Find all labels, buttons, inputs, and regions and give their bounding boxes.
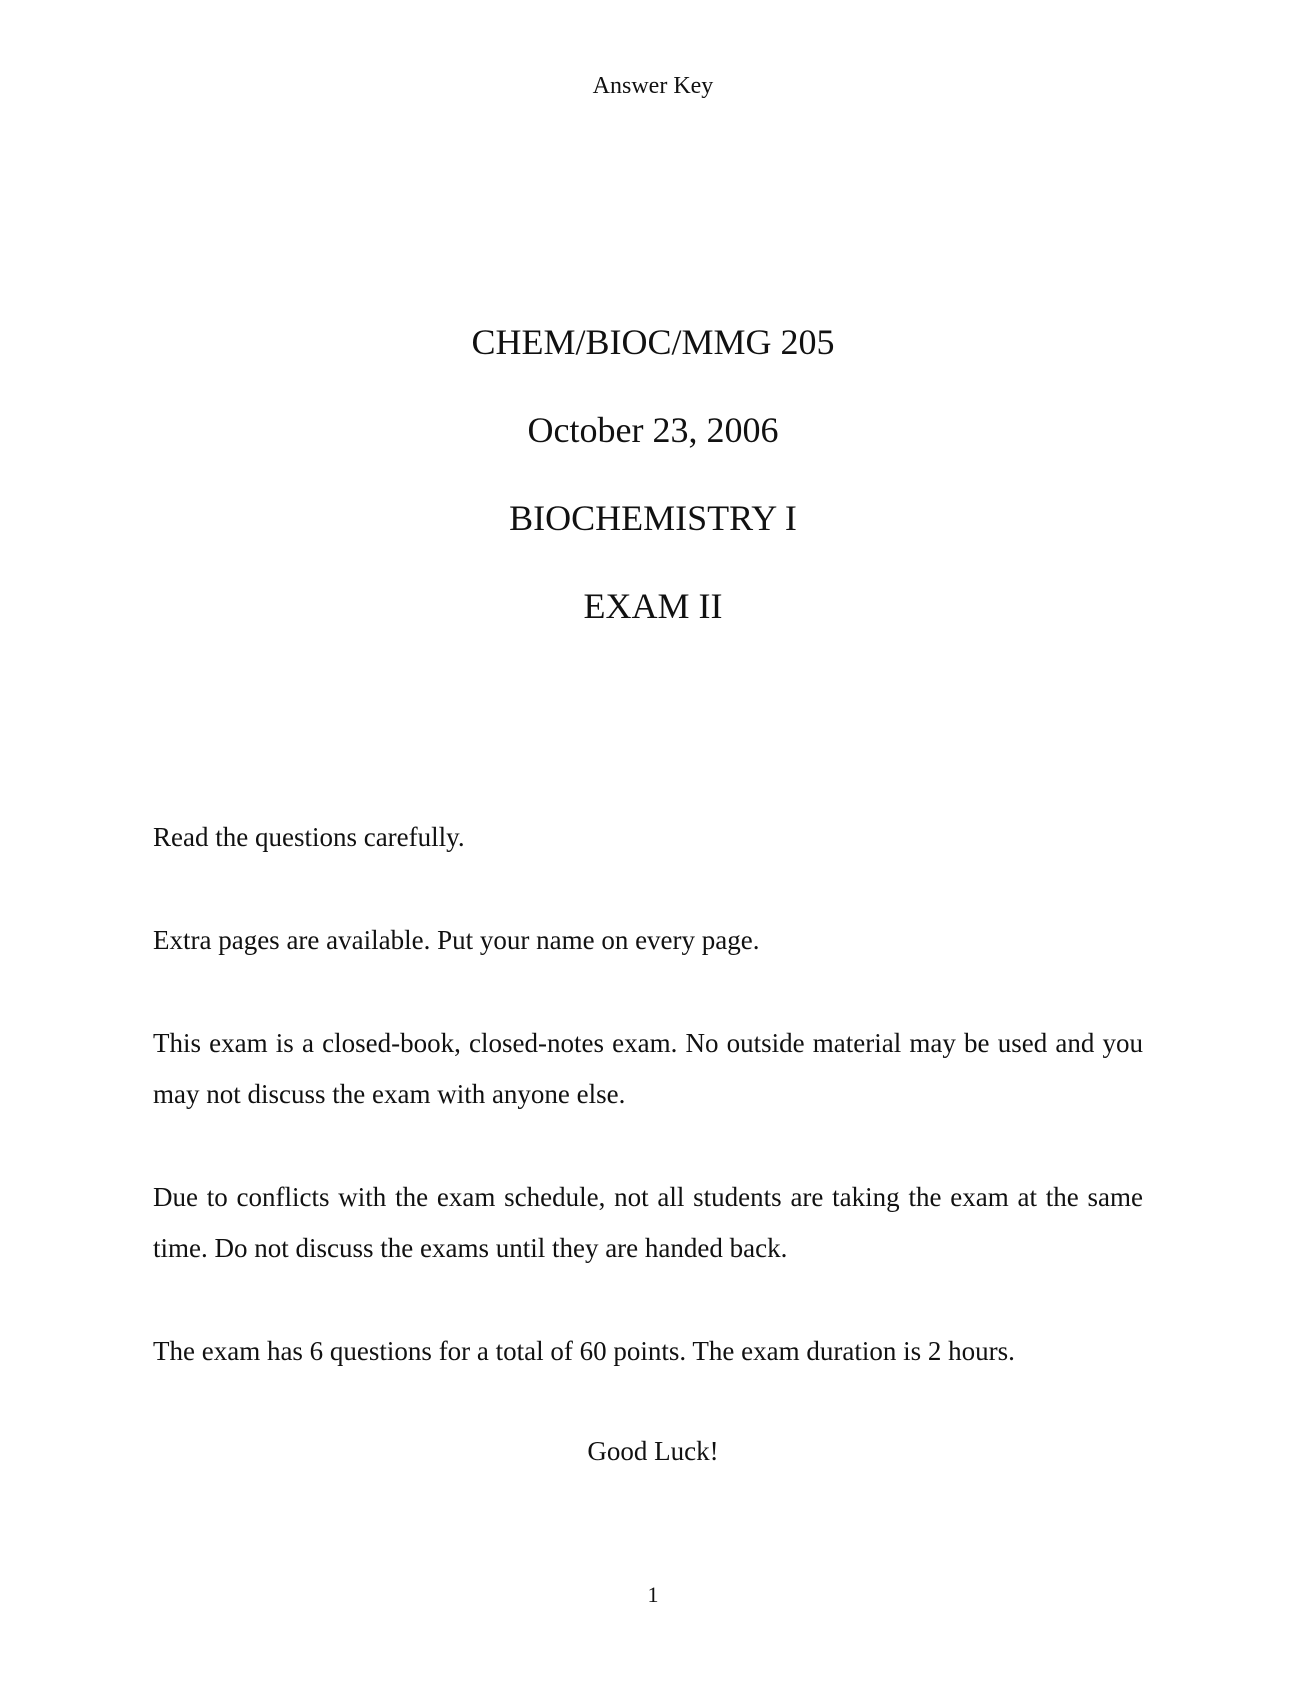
instruction-closed-book: This exam is a closed-book, closed-notes exam. No outside material may be used and you may not discuss the exam with anyone else. <box>153 1028 1143 1109</box>
good-luck-message: Good Luck! <box>587 1436 719 1466</box>
instruction-read-carefully: Read the questions carefully. <box>153 822 465 852</box>
course-code: CHEM/BIOC/MMG 205 <box>471 322 835 362</box>
exam-date: October 23, 2006 <box>527 410 779 450</box>
instructions <box>153 812 1143 1429</box>
page-number: 1 <box>647 1582 659 1607</box>
title-block <box>0 324 1306 676</box>
exam-title: EXAM II <box>583 586 723 626</box>
instruction-exam-details: The exam has 6 questions for a total of 60 points. The exam duration is 2 hours. <box>153 1336 1015 1366</box>
instruction-schedule-conflicts: Due to conflicts with the exam schedule, not all students are taking the exam at the same time. Do not discuss the exams until they are handed back. <box>153 1182 1143 1263</box>
answer-key-header: Answer Key <box>592 73 714 99</box>
course-title: BIOCHEMISTRY I <box>509 498 797 538</box>
instruction-extra-pages: Extra pages are available. Put your name on every page. <box>153 925 760 955</box>
